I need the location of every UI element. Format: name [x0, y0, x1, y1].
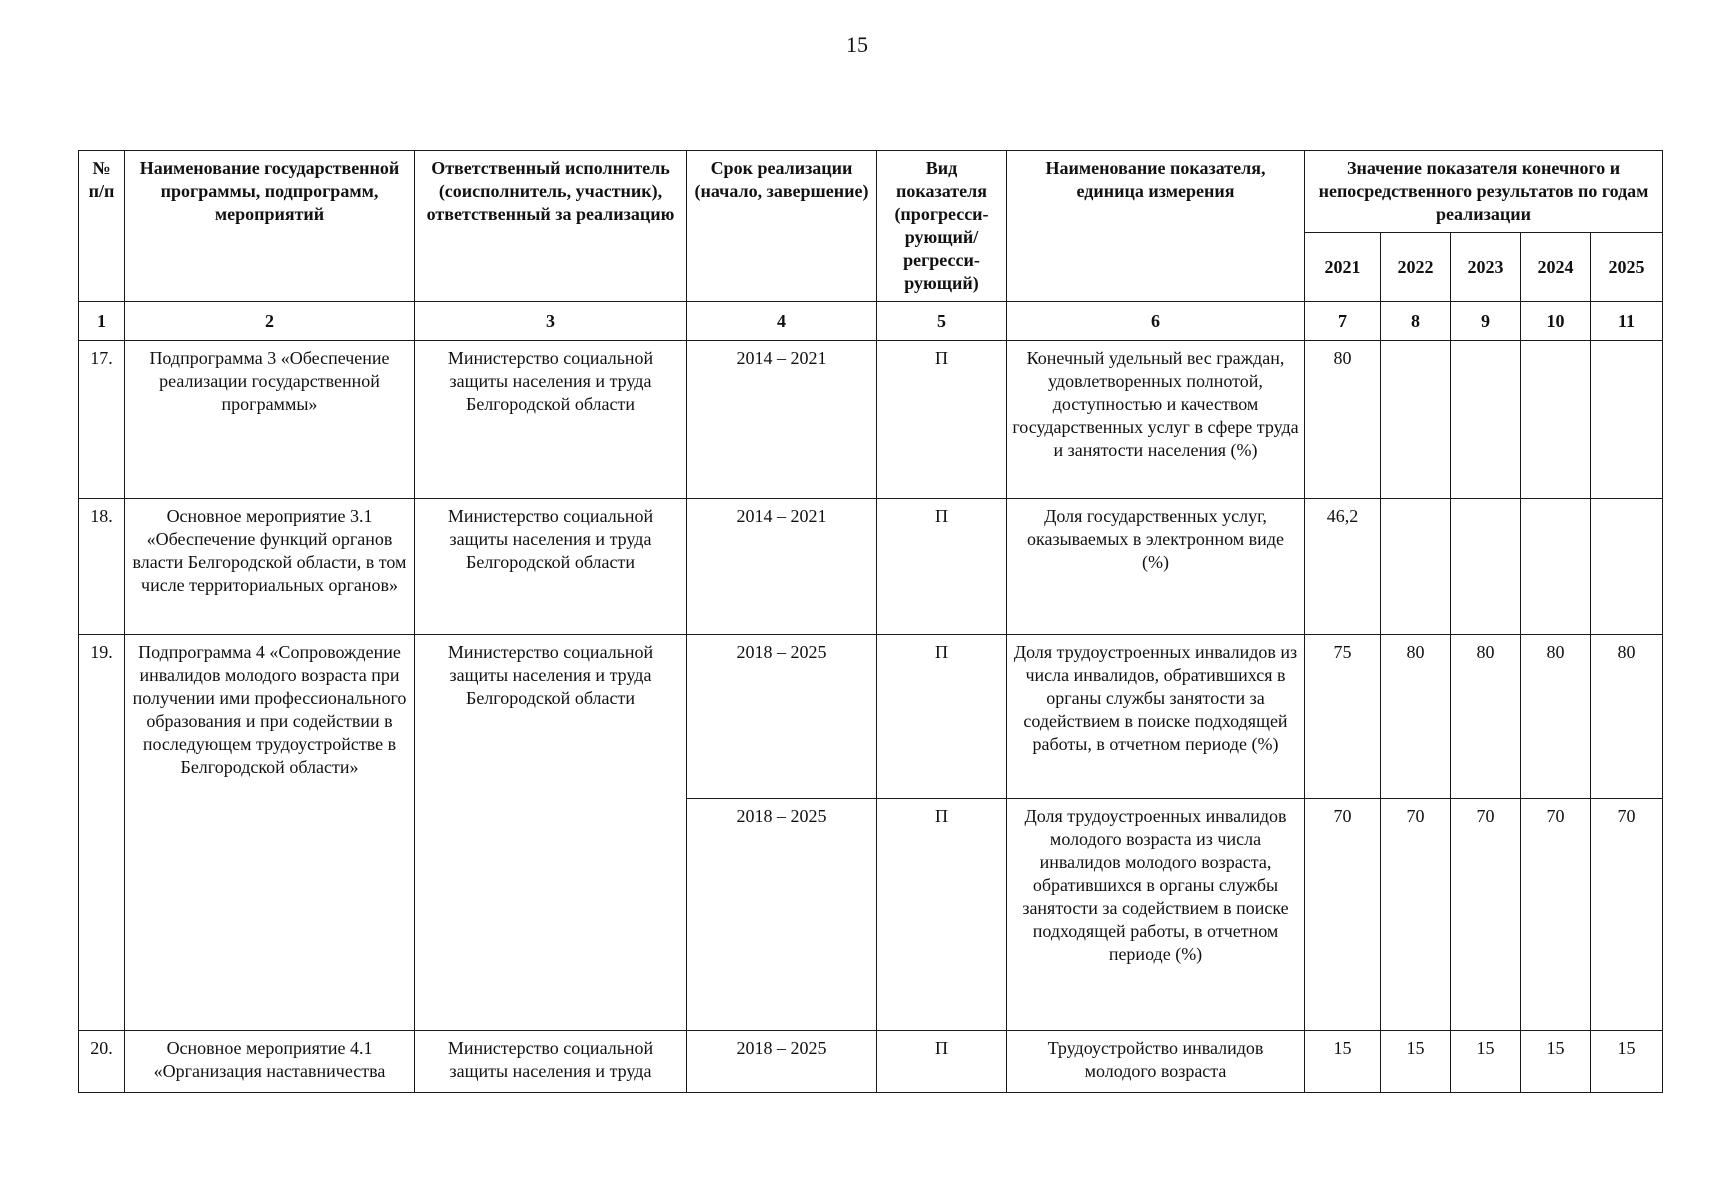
- header-responsible: Ответственный исполнитель (соисполнитель, участник), ответственный за реализацию: [415, 151, 687, 302]
- value-2024: 15: [1521, 1031, 1591, 1093]
- header-year: 2024: [1521, 233, 1591, 302]
- indicator-name: Доля государственных услуг, оказываемых в электронном виде (%): [1007, 499, 1305, 635]
- indicator-type: П: [877, 1031, 1007, 1093]
- column-number: 9: [1451, 302, 1521, 341]
- implementation-period: 2018 – 2025: [687, 1031, 877, 1093]
- indicator-type: П: [877, 635, 1007, 799]
- indicator-name: Конечный удельный вес граждан, удовлетворенных полнотой, доступностью и качеством государственных услуг в сфере труда и занятости населения (%): [1007, 341, 1305, 499]
- indicator-name: Доля трудоустроенных инвалидов молодого возраста из числа инвалидов молодого возраста, обратившихся в органы службы занятости за содействием в поиске подходящей работы, в отчетном периоде (%): [1007, 799, 1305, 1031]
- column-number: 1: [79, 302, 125, 341]
- table-row: [79, 499, 1663, 635]
- value-2024: 70: [1521, 799, 1591, 1031]
- value-2022: 80: [1381, 635, 1451, 799]
- table-row: [79, 341, 1663, 499]
- value-2024: [1521, 341, 1591, 499]
- value-2022: 15: [1381, 1031, 1451, 1093]
- value-2025: 70: [1591, 799, 1663, 1031]
- program-name: Основное мероприятие 3.1 «Обеспечение функций органов власти Белгородской области, в том числе территориальных органов»: [125, 499, 415, 635]
- value-2021: 15: [1305, 1031, 1381, 1093]
- header-type: Вид показателя (прогресси-рующий/ регресси-рующий): [877, 151, 1007, 302]
- column-number: 6: [1007, 302, 1305, 341]
- responsible-executor: Министерство социальной защиты населения и труда Белгородской области: [415, 499, 687, 635]
- table-row: [79, 1031, 1663, 1093]
- indicator-name: Доля трудоустроенных инвалидов из числа инвалидов, обратившихся в органы службы занятости за содействием в поиске подходящей работы, в отчетном периоде (%): [1007, 635, 1305, 799]
- implementation-period: 2018 – 2025: [687, 635, 877, 799]
- indicator-type: П: [877, 341, 1007, 499]
- indicator-name: Трудоустройство инвалидов молодого возраста: [1007, 1031, 1305, 1093]
- column-number: 5: [877, 302, 1007, 341]
- row-number: 18.: [79, 499, 125, 635]
- header-row: [79, 151, 1663, 233]
- responsible-executor: Министерство социальной защиты населения и труда: [415, 1031, 687, 1093]
- value-2023: 15: [1451, 1031, 1521, 1093]
- row-number: 17.: [79, 341, 125, 499]
- row-number: 19.: [79, 635, 125, 1031]
- value-2023: 80: [1451, 635, 1521, 799]
- header-indicator: Наименование показателя, единица измерения: [1007, 151, 1305, 302]
- value-2021: 46,2: [1305, 499, 1381, 635]
- value-2025: [1591, 341, 1663, 499]
- indicator-type: П: [877, 799, 1007, 1031]
- value-2021: 80: [1305, 341, 1381, 499]
- row-number: 20.: [79, 1031, 125, 1093]
- column-number: 11: [1591, 302, 1663, 341]
- column-number: 7: [1305, 302, 1381, 341]
- value-2025: 15: [1591, 1031, 1663, 1093]
- value-2023: 70: [1451, 799, 1521, 1031]
- value-2022: [1381, 341, 1451, 499]
- column-number: 4: [687, 302, 877, 341]
- value-2024: [1521, 499, 1591, 635]
- value-2021: 70: [1305, 799, 1381, 1031]
- program-name: Основное мероприятие 4.1 «Организация наставничества: [125, 1031, 415, 1093]
- value-2022: [1381, 499, 1451, 635]
- responsible-executor: Министерство социальной защиты населения и труда Белгородской области: [415, 341, 687, 499]
- header-period: Срок реализации (начало, завершение): [687, 151, 877, 302]
- program-indicators-table: [78, 150, 1663, 1093]
- header-name: Наименование государственной программы, подпрограмм, мероприятий: [125, 151, 415, 302]
- column-number: 3: [415, 302, 687, 341]
- header-year: 2021: [1305, 233, 1381, 302]
- value-2022: 70: [1381, 799, 1451, 1031]
- value-2021: 75: [1305, 635, 1381, 799]
- indicator-type: П: [877, 499, 1007, 635]
- value-2025: 80: [1591, 635, 1663, 799]
- implementation-period: 2018 – 2025: [687, 799, 877, 1031]
- implementation-period: 2014 – 2021: [687, 341, 877, 499]
- column-number: 10: [1521, 302, 1591, 341]
- page-number: 15: [846, 32, 868, 57]
- column-number: 8: [1381, 302, 1451, 341]
- implementation-period: 2014 – 2021: [687, 499, 877, 635]
- program-name: Подпрограмма 4 «Сопровождение инвалидов молодого возраста при получении ими профессионального образования и при содействии в последующем трудоустройстве в Белгородской области»: [125, 635, 415, 1031]
- value-2025: [1591, 499, 1663, 635]
- column-numbers-row: [79, 302, 1663, 341]
- value-2024: 80: [1521, 635, 1591, 799]
- header-year: 2022: [1381, 233, 1451, 302]
- table-row: [79, 635, 1663, 799]
- header-num: № п/п: [79, 151, 125, 302]
- column-number: 2: [125, 302, 415, 341]
- header-year: 2023: [1451, 233, 1521, 302]
- header-values: Значение показателя конечного и непосредственного результатов по годам реализации: [1305, 151, 1663, 233]
- responsible-executor: Министерство социальной защиты населения и труда Белгородской области: [415, 635, 687, 1031]
- value-2023: [1451, 341, 1521, 499]
- program-name: Подпрограмма 3 «Обеспечение реализации государственной программы»: [125, 341, 415, 499]
- value-2023: [1451, 499, 1521, 635]
- header-year: 2025: [1591, 233, 1663, 302]
